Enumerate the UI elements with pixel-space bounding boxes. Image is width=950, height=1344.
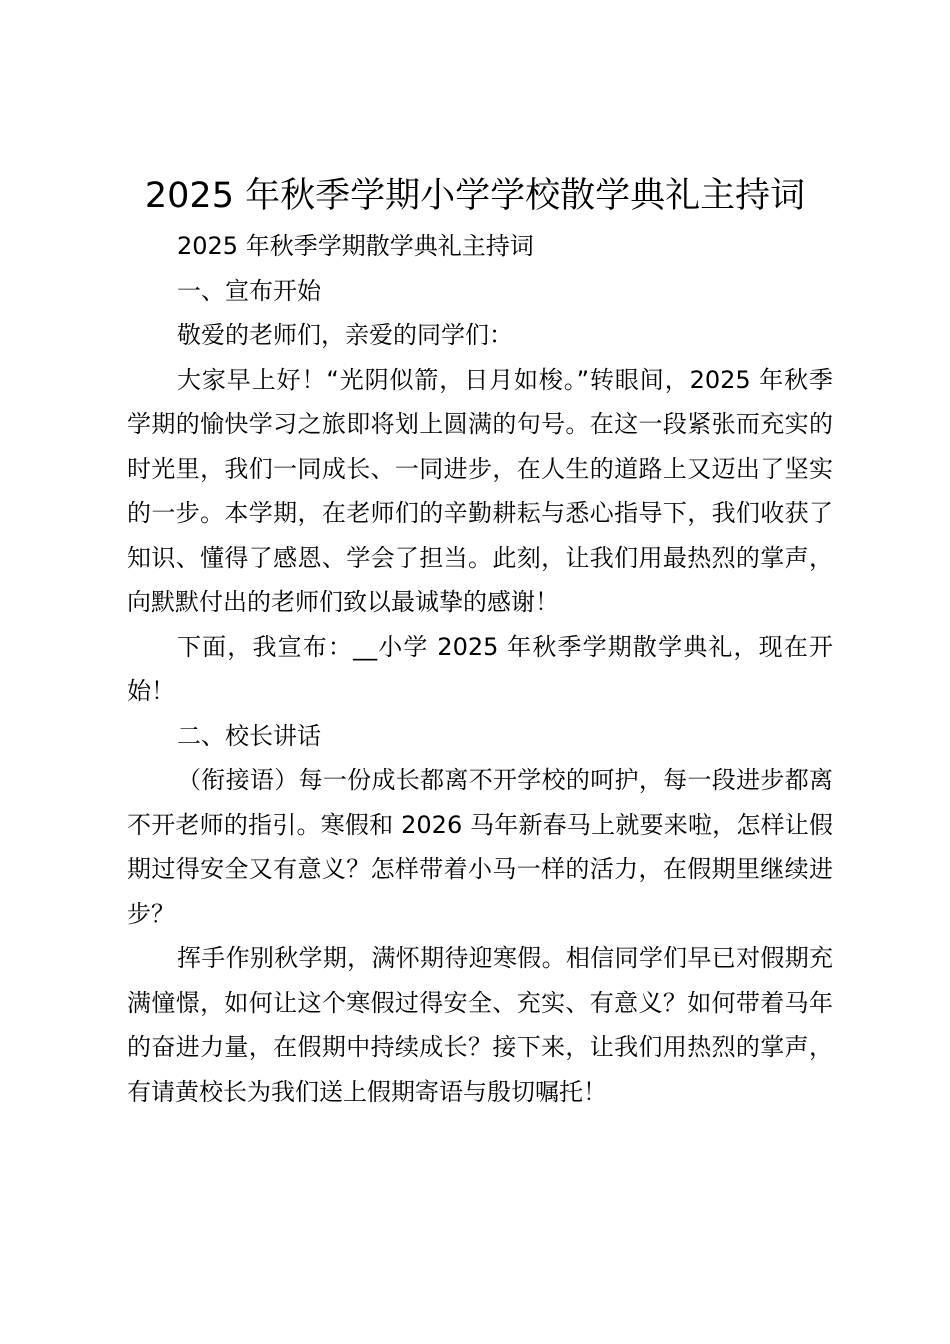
invitation-paragraph: 挥手作别秋学期，满怀期待迎寒假。相信同学们早已对假期充满憧憬，如何让这个寒假过得安全、充实、有意义？如何带着马年的奋进力量，在假期中持续成长？接下来，让我们用热烈的掌声，有请黄校长为我们送上假期寄语与殷切嘱托！ bbox=[127, 944, 833, 1106]
opening-remarks-paragraph: 大家早上好！“光阴似箭，日月如梭。”转眼间，2025 年秋季学期的愉快学习之旅即将划上圆满的句号。在这一段紧张而充实的时光里，我们一同成长、一同进步，在人生的道路上又迈出了坚实的一步。本学期，在老师们的辛勤耕耘与悉心指导下，我们收获了知识、懂得了感恩、学会了担当。此刻，让我们用最热烈的掌声，向默默付出的老师们致以最诚挚的感谢！ bbox=[127, 365, 833, 616]
greeting-paragraph: 敬爱的老师们，亲爱的同学们： bbox=[177, 321, 513, 349]
document-title: 2025 年秋季学期小学学校散学典礼主持词 bbox=[144, 176, 806, 216]
document-body bbox=[127, 224, 833, 1114]
announcement-paragraph: 下面，我宣布：__小学 2025 年秋季学期散学典礼，现在开始！ bbox=[127, 632, 833, 705]
subtitle-paragraph: 2025 年秋季学期散学典礼主持词 bbox=[177, 232, 534, 260]
section-heading-announce-start: 一、宣布开始 bbox=[177, 276, 321, 305]
transition-paragraph: （衔接语）每一份成长都离不开学校的呵护，每一段进步都离不开老师的指引。寒假和 2026 马年新春马上就要来啦，怎样让假期过得安全又有意义？怎样带着小马一样的活力，在假期里继续进步？ bbox=[127, 766, 833, 928]
section-heading-principal-speech: 二、校长讲话 bbox=[177, 721, 321, 750]
